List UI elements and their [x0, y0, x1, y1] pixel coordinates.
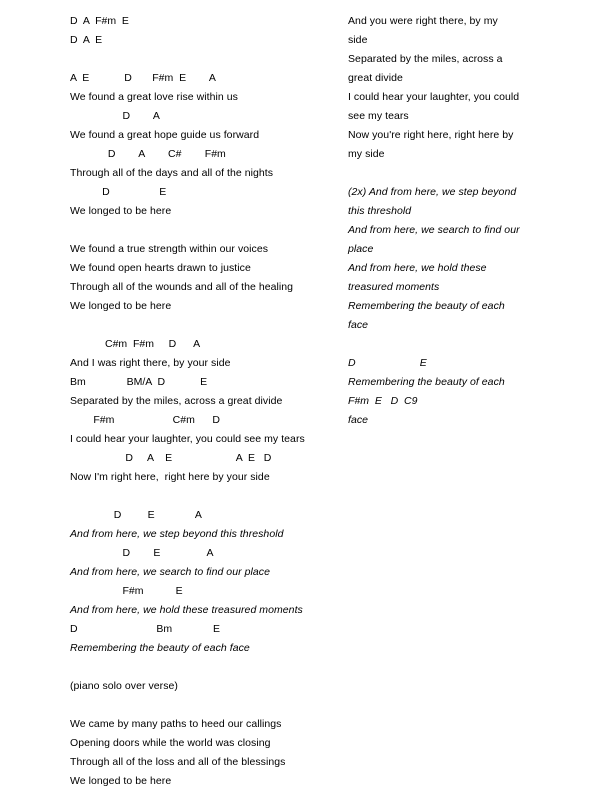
- lyric-line: place: [348, 243, 374, 255]
- lyric-line: We came by many paths to heed our callings: [70, 718, 282, 730]
- left-column: [70, 12, 350, 791]
- lyric-line: Separated by the miles, across a great divide: [70, 395, 283, 407]
- chord-line: C#m F#m D A: [70, 338, 201, 350]
- chord-line: D A E A E D: [70, 452, 272, 464]
- lyric-line: Through all of the loss and all of the blessings: [70, 756, 286, 768]
- lyric-line: treasured moments: [348, 281, 440, 293]
- lyric-line: And I was right there, by your side: [70, 357, 231, 369]
- lyric-line: I could hear your laughter, you could: [348, 91, 520, 103]
- chord-line: D E A: [70, 509, 202, 521]
- chord-line: D A E: [70, 34, 103, 46]
- lyric-line: this threshold: [348, 205, 412, 217]
- spacer: [70, 658, 350, 677]
- spacer: [70, 50, 350, 69]
- lyric-line: I could hear your laughter, you could see my tears: [70, 433, 305, 445]
- chord-line: D Bm E: [70, 623, 220, 635]
- chord-line: D E: [348, 357, 427, 369]
- chord-line: D A: [70, 110, 160, 122]
- lyric-line: great divide: [348, 72, 403, 84]
- lyric-line: see my tears: [348, 110, 409, 122]
- lyric-line: Through all of the days and all of the nights: [70, 167, 274, 179]
- chord-line: A E D F#m E A: [70, 72, 216, 84]
- spacer: [348, 164, 538, 183]
- lyric-line: We longed to be here: [70, 775, 172, 787]
- lyric-line: And from here, we hold these treasured moments: [70, 604, 303, 616]
- lyric-line: Separated by the miles, across a: [348, 53, 503, 65]
- chord-line: D E A: [70, 547, 214, 559]
- chord-line: D A F#m E: [70, 15, 129, 27]
- right-column: [348, 12, 538, 430]
- lyric-line: And from here, we step beyond this threshold: [70, 528, 284, 540]
- chord-line: Bm BM/A D E: [70, 376, 208, 388]
- lyric-line: We longed to be here: [70, 205, 172, 217]
- lyric-line: Opening doors while the world was closing: [70, 737, 271, 749]
- spacer: [348, 335, 538, 354]
- spacer: [70, 221, 350, 240]
- lyric-line: We found a great hope guide us forward: [70, 129, 260, 141]
- lyric-line: Now you're right here, right here by: [348, 129, 514, 141]
- lyric-line: (piano solo over verse): [70, 680, 178, 692]
- lyric-line: face: [348, 414, 369, 426]
- spacer: [70, 487, 350, 506]
- lyric-line: face: [348, 319, 369, 331]
- lyric-line: We longed to be here: [70, 300, 172, 312]
- chord-line: F#m C#m D: [70, 414, 220, 426]
- lyric-line: We found a great love rise within us: [70, 91, 238, 103]
- chord-line: F#m E D C9: [348, 395, 418, 407]
- lyric-line: And from here, we search to find our place: [70, 566, 270, 578]
- chord-line: D A C# F#m: [70, 148, 226, 160]
- lyric-line: Now I'm right here, right here by your side: [70, 471, 270, 483]
- lyric-line: And you were right there, by my: [348, 15, 498, 27]
- lyric-line: Remembering the beauty of each: [348, 300, 505, 312]
- lyric-line: Remembering the beauty of each face: [70, 642, 250, 654]
- lyric-line: (2x) And from here, we step beyond: [348, 186, 517, 198]
- lyric-line: We found open hearts drawn to justice: [70, 262, 251, 274]
- lyric-line: my side: [348, 148, 385, 160]
- chord-line: D E: [70, 186, 167, 198]
- lyric-line: We found a true strength within our voices: [70, 243, 269, 255]
- lyric-line: And from here, we search to find our: [348, 224, 520, 236]
- spacer: [70, 696, 350, 715]
- chord-line: F#m E: [70, 585, 183, 597]
- lyric-line: side: [348, 34, 368, 46]
- lyric-line: Remembering the beauty of each: [348, 376, 505, 388]
- lyric-line: And from here, we hold these: [348, 262, 487, 274]
- spacer: [70, 316, 350, 335]
- lyric-line: Through all of the wounds and all of the healing: [70, 281, 294, 293]
